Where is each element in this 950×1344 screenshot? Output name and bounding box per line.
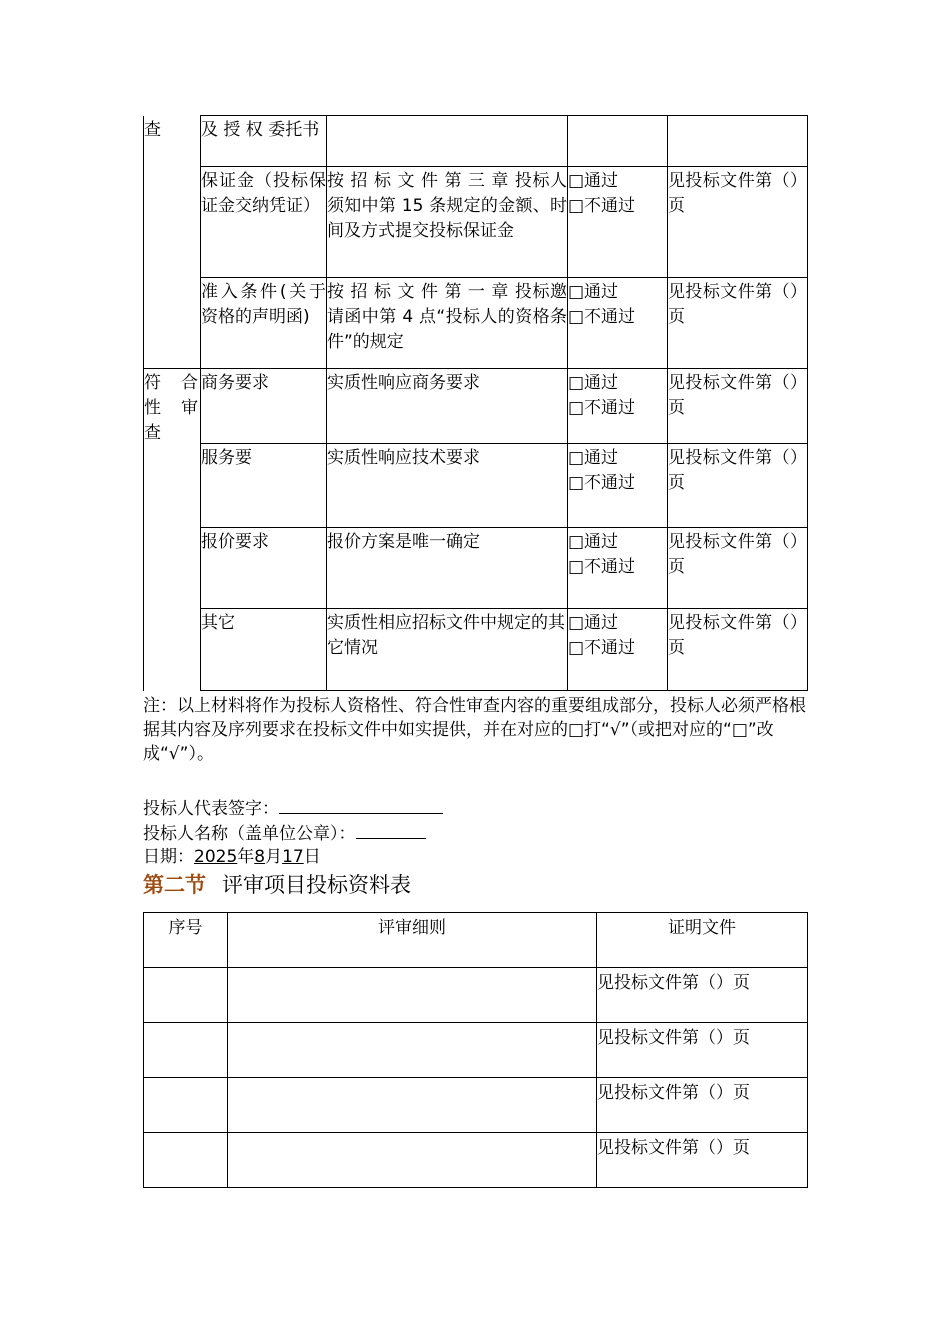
- item-cell: 保证金（投标保证金交纳凭证）: [201, 167, 327, 278]
- pass-checkbox[interactable]: □通过: [568, 171, 619, 191]
- table-row: [144, 968, 808, 1023]
- reference-cell: 见投标文件第（）页: [668, 167, 808, 278]
- table-row: [144, 278, 808, 369]
- pass-checkbox[interactable]: □通过: [568, 613, 619, 633]
- requirement-cell: 按 招 标 文 件 第 三 章 投标人须知中第 15 条规定的金额、时间及方式提交投标保证金: [327, 167, 568, 278]
- section-heading: [143, 870, 411, 902]
- item-cell: 服务要: [201, 444, 327, 528]
- result-cell: [568, 609, 668, 691]
- fail-checkbox[interactable]: □不通过: [568, 638, 636, 658]
- representative-signature-line: [143, 795, 443, 821]
- pass-checkbox[interactable]: □通过: [568, 373, 619, 393]
- rep-label: 投标人代表签字：: [143, 799, 279, 819]
- rep-signature-field[interactable]: [279, 795, 443, 814]
- table-row: [144, 167, 808, 278]
- requirement-cell: 实质性响应商务要求: [327, 369, 568, 444]
- requirement-cell: 按 招 标 文 件 第 一 章 投标邀请函中第 4 点“投标人的资格条件”的规定: [327, 278, 568, 369]
- date-label: 日期：: [143, 847, 194, 867]
- proof-cell: 见投标文件第（）页: [597, 1133, 808, 1188]
- pass-checkbox[interactable]: □通过: [568, 282, 619, 302]
- table-row: [144, 528, 808, 609]
- result-cell: [568, 444, 668, 528]
- qualification-review-table: [143, 115, 808, 691]
- item-cell: 商务要求: [201, 369, 327, 444]
- rule-cell: [228, 1023, 597, 1078]
- no-cell: [144, 968, 228, 1023]
- header-rule: 评审细则: [228, 913, 597, 968]
- section-cell-compliance: 符 合 性 审 查: [144, 369, 201, 691]
- section-number: 第二节: [143, 873, 206, 897]
- no-cell: [144, 1023, 228, 1078]
- table-row: [144, 444, 808, 528]
- review-items-table: [143, 912, 808, 1188]
- pass-checkbox[interactable]: □通过: [568, 532, 619, 552]
- header-no: 序号: [144, 913, 228, 968]
- item-cell: 其它: [201, 609, 327, 691]
- section-title: 评审项目投标资料表: [222, 873, 411, 897]
- requirement-cell: 实质性响应技术要求: [327, 444, 568, 528]
- fail-checkbox[interactable]: □不通过: [568, 196, 636, 216]
- requirement-cell: [327, 116, 568, 167]
- item-cell: 及 授 权 委托书: [201, 116, 327, 167]
- no-cell: [144, 1078, 228, 1133]
- no-cell: [144, 1133, 228, 1188]
- table-row: [144, 1133, 808, 1188]
- rule-cell: [228, 1133, 597, 1188]
- section-cell-qualification: 查: [144, 116, 201, 369]
- table-row: [144, 1078, 808, 1133]
- fail-checkbox[interactable]: □不通过: [568, 473, 636, 493]
- date-month-unit: 月: [265, 847, 283, 867]
- fail-checkbox[interactable]: □不通过: [568, 557, 636, 577]
- result-cell: [568, 369, 668, 444]
- item-cell: 报价要求: [201, 528, 327, 609]
- note-paragraph: 注：以上材料将作为投标人资格性、符合性审查内容的重要组成部分，投标人必须严格根据其内容及序列要求在投标文件中如实提供，并在对应的□打“√”（或把对应的“□”改成“√”）。: [143, 696, 806, 764]
- table-row: [144, 609, 808, 691]
- name-label: 投标人名称（盖单位公章）：: [143, 824, 356, 844]
- date-year-unit: 年: [237, 847, 255, 867]
- bidder-name-field[interactable]: [356, 820, 426, 839]
- reference-cell: 见投标文件第（）页: [668, 278, 808, 369]
- result-cell: [568, 528, 668, 609]
- item-cell: 准入条件(关于资格的声明函): [201, 278, 327, 369]
- date-year: 2025: [194, 847, 238, 867]
- reference-cell: 见投标文件第（）页: [668, 528, 808, 609]
- result-cell: [568, 278, 668, 369]
- reference-cell: 见投标文件第（）页: [668, 369, 808, 444]
- requirement-cell: 报价方案是唯一确定: [327, 528, 568, 609]
- rule-cell: [228, 968, 597, 1023]
- result-cell: [568, 116, 668, 167]
- date-line: [143, 845, 321, 869]
- table-row: [144, 116, 808, 167]
- date-day: 17: [282, 847, 304, 867]
- fail-checkbox[interactable]: □不通过: [568, 307, 636, 327]
- fail-checkbox[interactable]: □不通过: [568, 398, 636, 418]
- proof-cell: 见投标文件第（）页: [597, 968, 808, 1023]
- rule-cell: [228, 1078, 597, 1133]
- proof-cell: 见投标文件第（）页: [597, 1078, 808, 1133]
- table-header-row: [144, 913, 808, 968]
- requirement-cell: 实质性相应招标文件中规定的其它情况: [327, 609, 568, 691]
- reference-cell: 见投标文件第（）页: [668, 609, 808, 691]
- proof-cell: 见投标文件第（）页: [597, 1023, 808, 1078]
- pass-checkbox[interactable]: □通过: [568, 448, 619, 468]
- header-proof: 证明文件: [597, 913, 808, 968]
- reference-cell: 见投标文件第（）页: [668, 444, 808, 528]
- date-month: 8: [254, 847, 266, 867]
- bidder-name-line: [143, 820, 426, 846]
- result-cell: [568, 167, 668, 278]
- reference-cell: [668, 116, 808, 167]
- table-row: [144, 1023, 808, 1078]
- date-day-unit: 日: [303, 847, 321, 867]
- table-row: [144, 369, 808, 444]
